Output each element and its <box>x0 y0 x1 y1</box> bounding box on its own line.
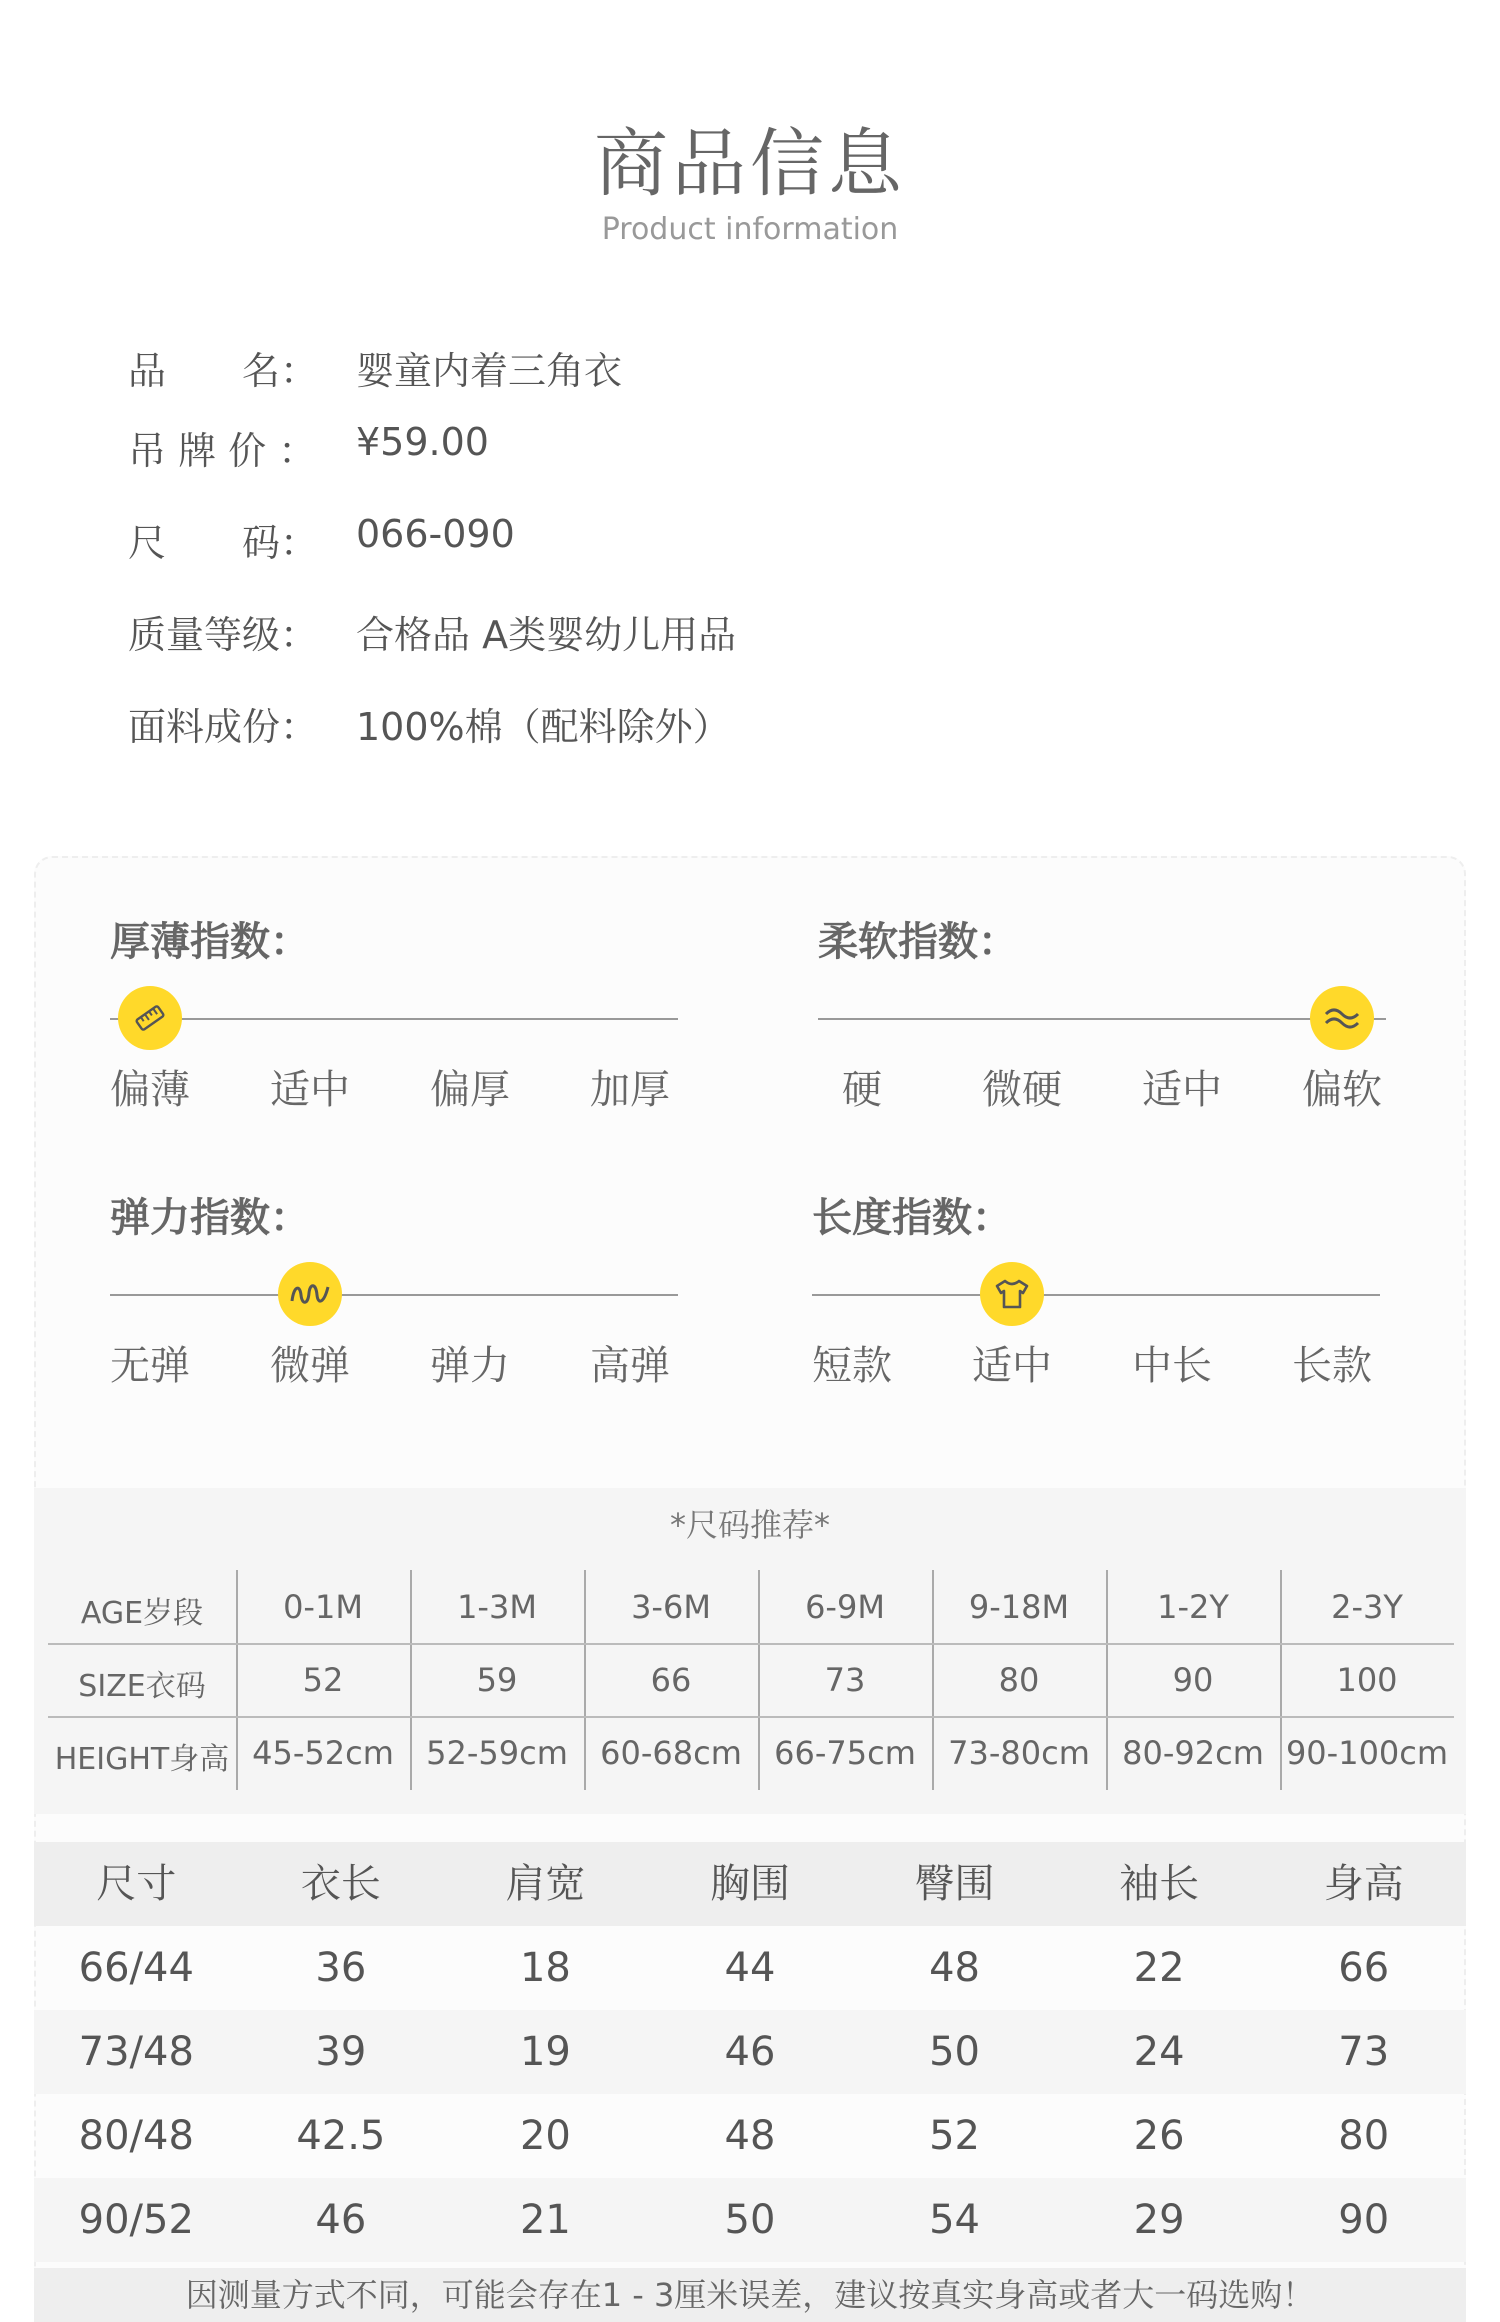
measurement-cell: 46 <box>724 2029 776 2075</box>
index-track <box>110 1294 678 1296</box>
size-rec-row-label: AGE岁段 <box>80 1596 204 1631</box>
info-label: 尺 码： <box>128 521 319 565</box>
size-rec-cell: 73 <box>824 1661 866 1699</box>
measurement-cell: 24 <box>1133 2029 1185 2075</box>
table-row <box>34 2094 1466 2178</box>
index-option: 偏厚 <box>430 1067 510 1113</box>
index-track <box>818 1018 1386 1020</box>
measurement-cell: 52 <box>929 2113 981 2159</box>
info-size <box>128 512 515 567</box>
measurement-header-cell: 衣长 <box>300 1861 381 1907</box>
measurement-cell: 90 <box>1338 2197 1390 2243</box>
measurement-cell: 48 <box>929 1945 981 1991</box>
size-rec-cell: 2-3Y <box>1331 1588 1403 1626</box>
index-option: 弹力 <box>430 1343 510 1389</box>
size-rec-cell: 59 <box>476 1661 518 1699</box>
index-title: 长度指数： <box>812 1195 1012 1241</box>
measurement-header-cell: 臀围 <box>914 1861 995 1907</box>
info-price <box>128 420 489 475</box>
wave-icon <box>1310 986 1374 1050</box>
measurement-cell: 39 <box>315 2029 367 2075</box>
measurement-cell: 18 <box>519 1945 571 1991</box>
index-option: 无弹 <box>110 1343 190 1389</box>
index-option: 偏薄 <box>110 1067 190 1113</box>
size-rec-cell: 66-75cm <box>774 1734 916 1772</box>
measurement-cell: 42.5 <box>296 2113 386 2159</box>
spring-icon <box>278 1262 342 1326</box>
size-rec-cell: 80-92cm <box>1122 1734 1264 1772</box>
size-rec-cell: 60-68cm <box>600 1734 742 1772</box>
measurement-cell: 21 <box>519 2197 571 2243</box>
measurement-cell: 44 <box>724 1945 776 1991</box>
size-rec-divider <box>236 1570 238 1790</box>
info-name <box>128 340 623 395</box>
measurement-cell: 90/52 <box>78 2197 194 2243</box>
measurement-header-cell: 身高 <box>1323 1861 1404 1907</box>
page-title: 商品信息 <box>594 121 906 207</box>
info-value: 100%棉（配料除外） <box>356 705 731 749</box>
size-rec-cell: 3-6M <box>631 1588 711 1626</box>
size-rec-row-label: HEIGHT身高 <box>54 1742 230 1777</box>
size-rec-cell: 52 <box>302 1661 344 1699</box>
measurement-cell: 66 <box>1338 1945 1390 1991</box>
table-row <box>34 2010 1466 2094</box>
measurement-cell: 36 <box>315 1945 367 1991</box>
measurement-cell: 20 <box>519 2113 571 2159</box>
info-value: 婴童内着三角衣 <box>356 349 623 393</box>
size-rec-row-label: SIZE衣码 <box>78 1669 206 1704</box>
measurement-header-cell: 袖长 <box>1119 1861 1200 1907</box>
info-label: 面料成份： <box>128 705 319 749</box>
index-option: 中长 <box>1132 1343 1212 1389</box>
size-rec-cell: 90-100cm <box>1285 1734 1449 1772</box>
size-rec-cell: 52-59cm <box>426 1734 568 1772</box>
size-rec-divider <box>584 1570 586 1790</box>
size-rec-divider <box>1280 1570 1282 1790</box>
size-rec-divider <box>48 1716 1454 1718</box>
size-rec-cell: 100 <box>1336 1661 1398 1699</box>
info-label: 吊 牌 价 ： <box>128 429 317 473</box>
info-fabric <box>128 696 731 751</box>
index-option: 适中 <box>972 1343 1052 1389</box>
measurement-cell: 46 <box>315 2197 367 2243</box>
info-label: 质量等级： <box>128 613 319 657</box>
size-rec-cell: 6-9M <box>805 1588 885 1626</box>
measurement-cell: 73 <box>1338 2029 1390 2075</box>
table-row <box>34 2178 1466 2262</box>
index-option: 适中 <box>270 1067 350 1113</box>
size-rec-cell: 80 <box>998 1661 1040 1699</box>
size-rec-cell: 90 <box>1172 1661 1214 1699</box>
index-option: 偏软 <box>1302 1067 1382 1113</box>
measurement-cell: 73/48 <box>78 2029 194 2075</box>
page-subtitle: Product information <box>601 212 899 247</box>
info-value: 066-090 <box>356 512 515 556</box>
index-option: 加厚 <box>590 1067 670 1113</box>
index-track <box>110 1018 678 1020</box>
info-quality <box>128 604 737 659</box>
measurement-header-row <box>34 1842 1466 1926</box>
tshirt-icon <box>980 1262 1044 1326</box>
index-option: 适中 <box>1142 1067 1222 1113</box>
measurement-header-cell: 胸围 <box>709 1861 790 1907</box>
size-rec-cell: 73-80cm <box>948 1734 1090 1772</box>
index-option: 微弹 <box>270 1343 350 1389</box>
index-title: 厚薄指数： <box>110 919 310 965</box>
size-rec-divider <box>48 1643 1454 1645</box>
size-rec-cell: 45-52cm <box>252 1734 394 1772</box>
size-rec-cell: 0-1M <box>283 1588 363 1626</box>
ruler-icon <box>118 986 182 1050</box>
size-rec-divider <box>758 1570 760 1790</box>
measurement-header-cell: 肩宽 <box>505 1861 586 1907</box>
info-value: 合格品 A类婴幼儿用品 <box>356 613 737 657</box>
index-option: 高弹 <box>590 1343 670 1389</box>
measurement-header-cell: 尺寸 <box>96 1861 177 1907</box>
index-option: 硬 <box>842 1067 882 1113</box>
index-title: 柔软指数： <box>818 919 1018 965</box>
size-rec-divider <box>410 1570 412 1790</box>
index-option: 微硬 <box>982 1067 1062 1113</box>
measurement-cell: 80 <box>1338 2113 1390 2159</box>
measurement-note: 因测量方式不同，可能会存在1 - 3厘米误差，建议按真实身高或者大一码选购！ <box>34 2268 1466 2322</box>
measurement-cell: 80/48 <box>78 2113 194 2159</box>
table-row <box>34 1926 1466 2010</box>
measurement-cell: 66/44 <box>78 1945 194 1991</box>
size-rec-divider <box>1106 1570 1108 1790</box>
measurement-cell: 50 <box>929 2029 981 2075</box>
size-recommendation-caption: *尺码推荐* <box>669 1506 830 1544</box>
size-rec-cell: 66 <box>650 1661 692 1699</box>
measurement-cell: 22 <box>1133 1945 1185 1991</box>
info-value: ¥59.00 <box>356 420 489 464</box>
index-track <box>812 1294 1380 1296</box>
index-option: 长款 <box>1292 1343 1372 1389</box>
index-title: 弹力指数： <box>110 1195 310 1241</box>
measurement-cell: 48 <box>724 2113 776 2159</box>
size-rec-cell: 9-18M <box>968 1588 1070 1626</box>
measurement-cell: 29 <box>1133 2197 1185 2243</box>
size-rec-divider <box>932 1570 934 1790</box>
measurement-cell: 26 <box>1133 2113 1185 2159</box>
index-option: 短款 <box>812 1343 892 1389</box>
info-label: 品 名： <box>128 349 319 393</box>
size-rec-cell: 1-3M <box>457 1588 537 1626</box>
measurement-cell: 50 <box>724 2197 776 2243</box>
measurement-cell: 19 <box>519 2029 571 2075</box>
measurement-cell: 54 <box>929 2197 981 2243</box>
size-rec-cell: 1-2Y <box>1157 1588 1229 1626</box>
